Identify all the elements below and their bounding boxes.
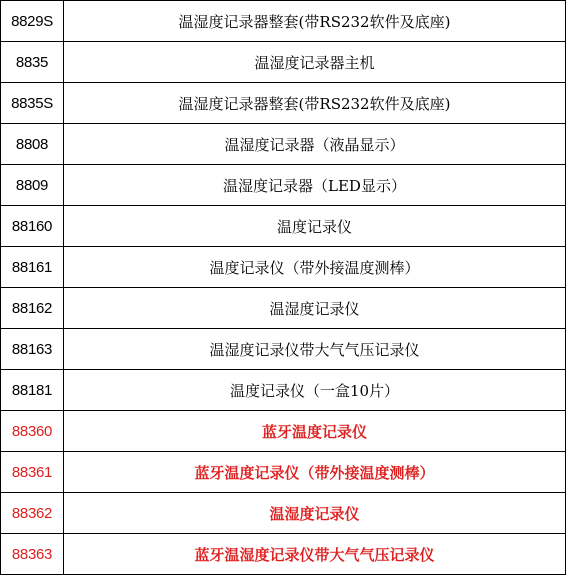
model-cell: 88181 [1,370,64,411]
description-cell: 温湿度记录器整套(带RS232软件及底座) [64,83,566,124]
description-cell: 蓝牙温湿度记录仪带大气气压记录仪 [64,534,566,575]
product-table-body [1,1,566,575]
table-row [1,329,566,370]
description-cell: 温湿度记录仪带大气气压记录仪 [64,329,566,370]
table-row [1,370,566,411]
description-cell: 温湿度记录器（LED显示） [64,165,566,206]
description-cell: 温湿度记录仪 [64,288,566,329]
model-cell: 88163 [1,329,64,370]
table-row [1,493,566,534]
table-row [1,288,566,329]
model-cell: 88363 [1,534,64,575]
table-row [1,247,566,288]
description-cell: 蓝牙温度记录仪（带外接温度测棒） [64,452,566,493]
description-cell: 温度记录仪（带外接温度测棒） [64,247,566,288]
table-row [1,411,566,452]
model-cell: 8809 [1,165,64,206]
model-cell: 8808 [1,124,64,165]
model-cell: 88160 [1,206,64,247]
model-cell: 88360 [1,411,64,452]
table-row [1,83,566,124]
model-cell: 88362 [1,493,64,534]
table-row [1,165,566,206]
description-cell: 温度记录仪（一盒10片） [64,370,566,411]
table-row [1,534,566,575]
table-row [1,42,566,83]
model-cell: 8829S [1,1,64,42]
table-row [1,206,566,247]
description-cell: 温湿度记录器主机 [64,42,566,83]
description-cell: 温湿度记录器（液晶显示） [64,124,566,165]
model-cell: 88361 [1,452,64,493]
description-cell: 蓝牙温度记录仪 [64,411,566,452]
model-cell: 8835 [1,42,64,83]
description-cell: 温湿度记录仪 [64,493,566,534]
table-row [1,124,566,165]
table-row [1,452,566,493]
description-cell: 温湿度记录器整套(带RS232软件及底座) [64,1,566,42]
table-row [1,1,566,42]
description-cell: 温度记录仪 [64,206,566,247]
model-cell: 88161 [1,247,64,288]
model-cell: 8835S [1,83,64,124]
model-cell: 88162 [1,288,64,329]
